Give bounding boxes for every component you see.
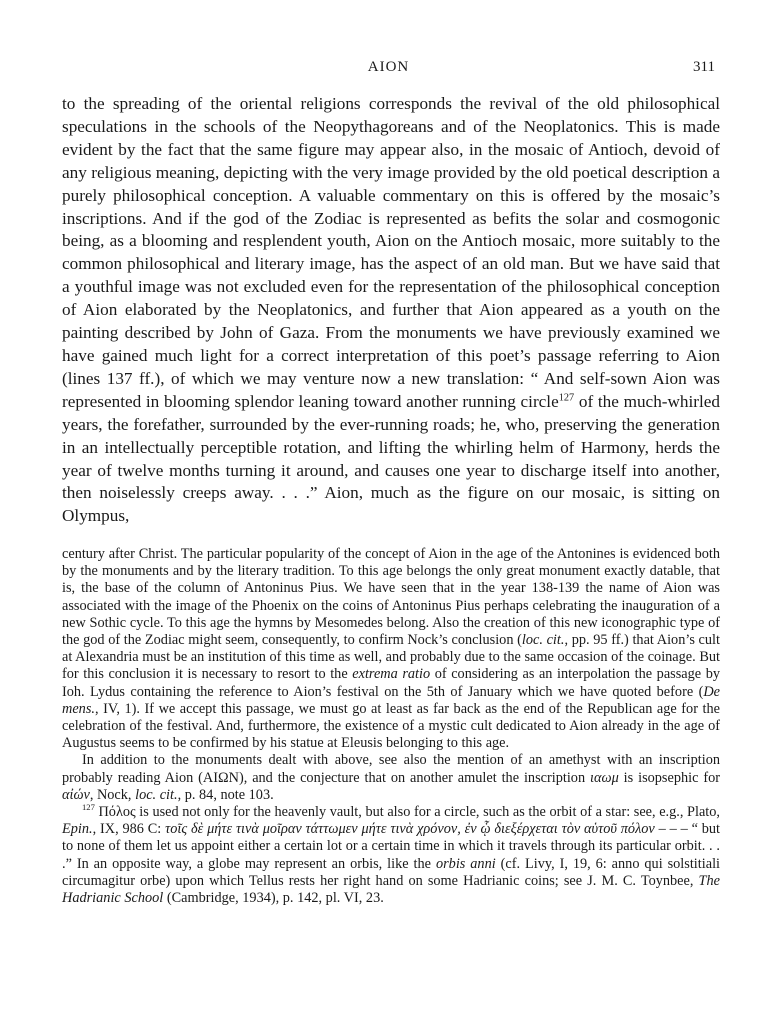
greek-quotation: τοῖς δὲ μήτε τινὰ μοῖραν τάττωμεν μήτε τινὰ χρόνον, ἐν ᾧ διεξέρχεται τὸν αὑτοῦ πόλον bbox=[165, 821, 655, 838]
note-text: In addition to the monuments dealt with above, see also the mention of an amethyst with an inscription probably reading Aion (ΑΙΩΝ), and the conjecture that on another amulet the inscription bbox=[62, 752, 720, 786]
footnote-127 bbox=[62, 804, 720, 907]
running-title: AION bbox=[367, 59, 410, 75]
book-title: The Hadrianic School bbox=[62, 872, 720, 907]
footnotes bbox=[62, 546, 720, 907]
footnote-reference: 127 bbox=[558, 392, 575, 404]
note-italic: αἰών bbox=[62, 786, 90, 803]
page-number: 311 bbox=[693, 59, 715, 75]
note-italic: loc. cit. bbox=[521, 632, 565, 649]
note-text: century after Christ. The particular popularity of the concept of Aion in the age of the Antonines is evidenced both by the monuments and by the literary tradition. To this age belongs the only great monument exactly datable, that is, the base of the column of Antoninus Pius. We have seen that in the year 138-139 the name of Aion was associated with the image of the Phoenix on the coins of Antoninus Pius perhaps celebrating the inauguration of a new Sothic cycle. To this age the hymns by Mesomedes belong. Also the creation of this new iconographic type of the god of the Zodiac might seem, consequently, to confirm Nock’s conclusion ( bbox=[62, 546, 720, 649]
note-italic: ιαωμ bbox=[590, 769, 619, 786]
note-text: Πόλος is used not only for the heavenly vault, but also for a circle, such as the orbit of a star: see, e.g., Plato, bbox=[98, 804, 720, 821]
footnote-paragraph bbox=[62, 752, 720, 804]
note-italic: extrema ratio bbox=[352, 666, 431, 683]
note-text: – – – “ but to none of them let us appoint either a certain lot or a certain time in which it travels through its particular orbit. . . .” In an opposite way, a globe may represent an orbis, like the bbox=[62, 821, 721, 872]
note-text: of considering as an interpolation the passage by Ioh. Lydus containing the reference to Aion’s festival on the 5th of January which we have quoted before ( bbox=[62, 666, 720, 700]
note-text: , pp. 95 ff.) that Aion’s cult at Alexandria must be an institution of this time as well, and probably due to the same occasion of the coinage. But for this conclusion it is necessary to resort to the bbox=[62, 632, 720, 683]
note-text: is isopsephic for bbox=[623, 769, 721, 786]
running-header bbox=[62, 59, 715, 79]
body-text-part-2: of the much-whirled years, the forefather, surrounded by the ever-running roads; he, who, preserving the generation in an intellectually perceptible rotation, and lifting the whirling helm of Harmony, herds the year of twelve months turning it around, and causes one year to discharge itself into another, then noiselessly creeps away. . . .” Aion, much as the figure on our mosaic, is sitting on Olympus, bbox=[62, 391, 721, 526]
note-italic: orbis anni bbox=[435, 855, 496, 872]
note-text: , IV, 1). If we accept this passage, we must go at least as far back as the end of the Republican age for the celebration of the festival. And, furthermore, the existence of a mystic cult dedicated to Aion already in the age of Augustus seems to be confirmed by his statue at Eleusis belonging to this age. bbox=[62, 700, 720, 752]
note-text: (Cambridge, 1934), p. 142, pl. VI, 23. bbox=[166, 890, 384, 907]
body-text-part-1: to the spreading of the oriental religions corresponds the revival of the old philosophical speculations in the schools of the Neopythagoreans and of the Neoplatonics. This is made evident by the fact that the same figure may appear also, in the mosaic of Antioch, devoid of any religious meaning, depicting with the very image provided by the old poetical description a purely philosophical conception. A valuable commentary on this is offered by the mosaic’s inscriptions. And if the god of the Zodiac is represented as befits the solar and cosmogonic being, as a blooming and resplendent youth, Aion on the Antioch mosaic, more suitably to the common philosophical and literary image, has the aspect of an old man. But we have said that a youthful image was not excluded even for the representation of the philosophical conception of Aion elaborated by the Neoplatonics, and further that Aion appeared as a youth on the painting described by John of Gaza. From the monuments we have previously examined we have gained much light for a correct interpretation of this poet’s passage referring to Aion (lines 137 ff.), of which we may venture now a new translation: “ And self-sown Aion was represented in blooming splendor leaning toward another running circle bbox=[62, 94, 720, 411]
note-text: , Nock, bbox=[89, 786, 132, 803]
footnote-number: 127 bbox=[82, 802, 95, 813]
note-text: , p. 84, note 103. bbox=[177, 786, 274, 803]
note-italic: loc. cit. bbox=[135, 786, 178, 803]
body-text bbox=[62, 93, 720, 528]
body-paragraph bbox=[62, 93, 720, 528]
footnote-continuation bbox=[62, 546, 720, 752]
note-italic: De mens. bbox=[62, 683, 720, 717]
note-italic: Epin. bbox=[62, 821, 93, 838]
note-text: (cf. Livy, I, 19, 6: anno qui solstitiali circumagitur orbe) upon which Tellus rests her right hand on some Hadrianic coins; see J. M. C. Toynbee, bbox=[62, 855, 721, 889]
note-text: , IX, 986 C: bbox=[92, 821, 162, 838]
